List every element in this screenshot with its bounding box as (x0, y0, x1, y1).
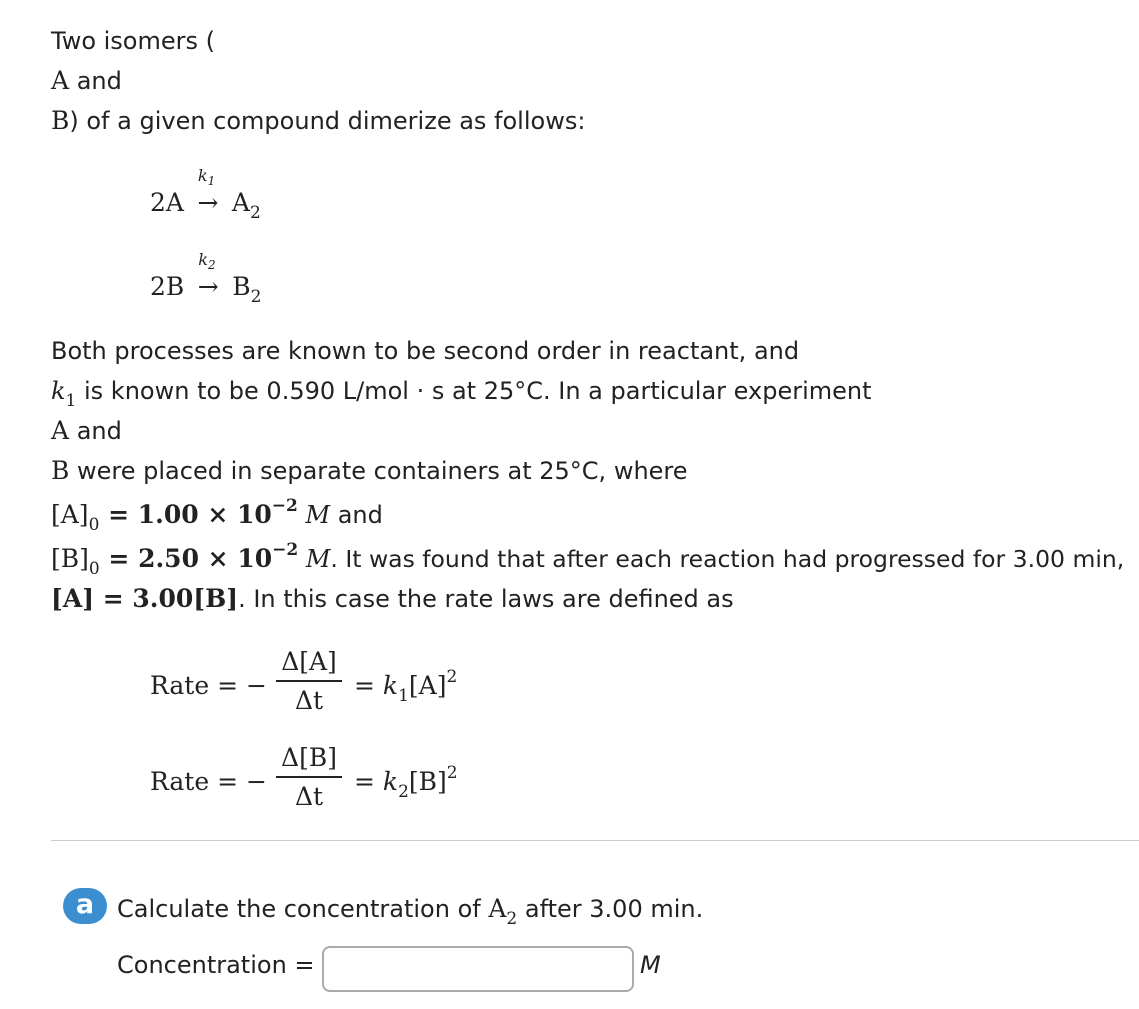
fraction-bar (276, 776, 342, 778)
reaction-1-arrow: $k_1$ → (197, 166, 219, 217)
para-line-6: $[B]_0 = 2.50 \times 10^{-2}$ M. It was found that after each reaction had progressed for 3.00 min, (51, 540, 1125, 579)
para-line-4: B were placed in separate containers at 25°C, where (51, 456, 688, 485)
fraction-bar (276, 680, 342, 682)
intro-line-2: A and (51, 66, 122, 95)
para-line-5: $[A]_0 = 1.00 \times 10^{-2}$ M and (51, 496, 383, 535)
rate-law-1-denominator: Δt (294, 686, 324, 715)
reaction-1-rate-constant: $k_1$ (197, 166, 216, 188)
rate-law-2-fraction (276, 743, 342, 811)
intro-line-1: Two isomers ( (51, 27, 215, 55)
part-a-badge: a (63, 888, 107, 924)
unit-label: M (640, 951, 661, 979)
reaction-2-rate-constant: $k_2$ (198, 250, 216, 272)
para-line-2: $k_1$ is known to be 0.590 L/mol · s at 25°C. In a particular experiment (51, 377, 872, 411)
rate-law-2-rhs: = $k_2[B]^2$ (354, 763, 458, 802)
para-line-7: [A] = 3.00[B]. In this case the rate laws are defined as (51, 584, 734, 613)
intro-line-3: B) of a given compound dimerize as follows: (51, 106, 586, 135)
question-a-text: Calculate the concentration of $A_2$ after 3.00 min. (117, 894, 704, 929)
rate-law-1-numerator: Δ[A] (281, 647, 337, 676)
para-line-1: Both processes are known to be second order in reactant, and (51, 337, 800, 365)
section-divider (51, 840, 1139, 841)
reaction-2: 2B $k_2$ → $B_2$ (150, 250, 262, 307)
reaction-1: 2A $k_1$ → $A_2$ (150, 166, 261, 223)
rate-law-1-lhs: Rate = − (150, 671, 267, 700)
rate-law-1-rhs: = $k_1[A]^2$ (354, 667, 458, 706)
para-line-3: A and (51, 416, 122, 445)
reaction-2-arrow: $k_2$ → (197, 250, 219, 301)
rate-law-1-fraction (276, 647, 342, 715)
rate-law-2-numerator: Δ[B] (281, 743, 337, 772)
concentration-input[interactable] (322, 946, 634, 992)
concentration-label: Concentration = (117, 951, 315, 979)
rate-law-2-lhs: Rate = − (150, 767, 267, 796)
rate-law-2-denominator: Δt (294, 782, 324, 811)
